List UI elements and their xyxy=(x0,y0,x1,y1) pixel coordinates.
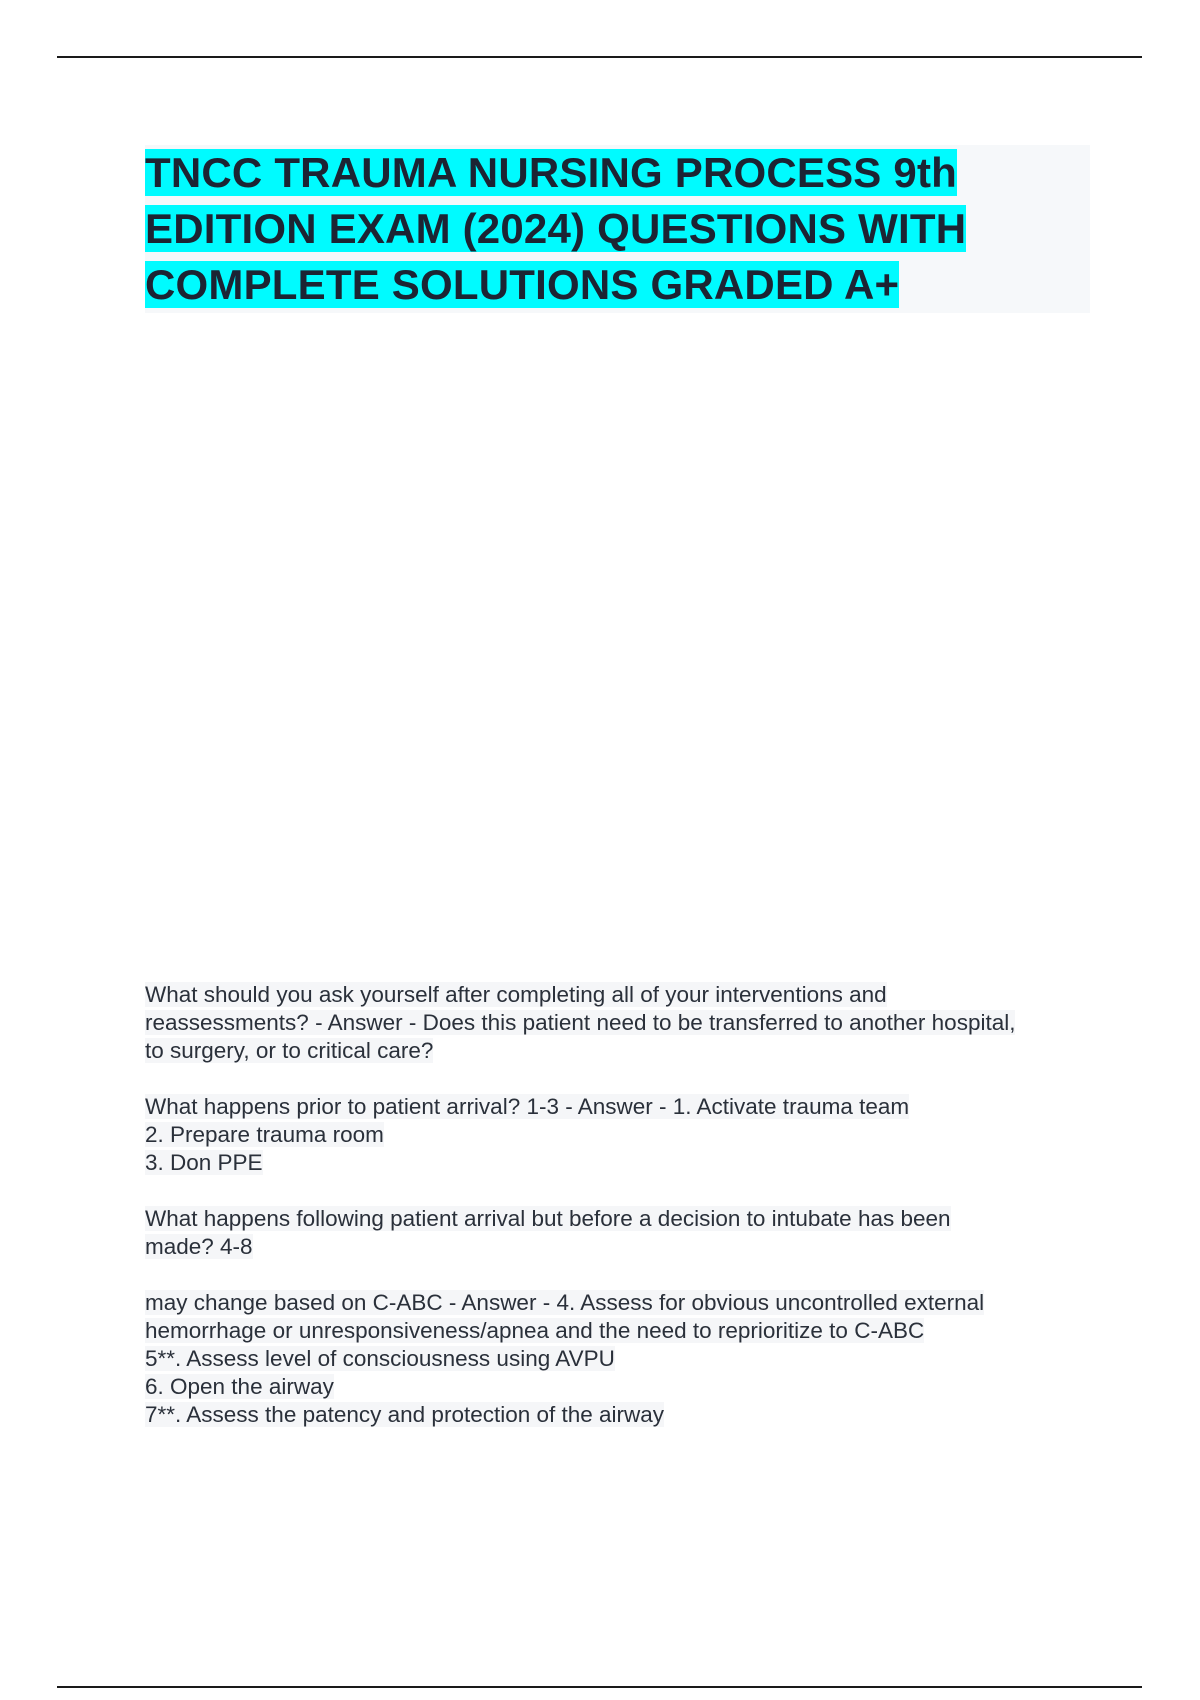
title-line: TNCC TRAUMA NURSING PROCESS 9th xyxy=(145,149,957,196)
title-line: COMPLETE SOLUTIONS GRADED A+ xyxy=(145,261,900,308)
qa-block xyxy=(145,981,1090,1065)
title-block xyxy=(145,145,1090,313)
qa-line: may change based on C-ABC - Answer - 4. Assess for obvious uncontrolled external xyxy=(145,1290,985,1315)
qa-line: to surgery, or to critical care? xyxy=(145,1038,434,1063)
qa-block xyxy=(145,1289,1090,1429)
qa-line: 6. Open the airway xyxy=(145,1374,334,1399)
document-title xyxy=(145,145,1090,313)
qa-block xyxy=(145,1093,1090,1177)
qa-block xyxy=(145,1205,1090,1261)
qa-line: reassessments? - Answer - Does this patient need to be transferred to another hospital, xyxy=(145,1010,1016,1035)
qa-line: 5**. Assess level of consciousness using AVPU xyxy=(145,1346,615,1371)
qa-line: 7**. Assess the patency and protection of the airway xyxy=(145,1402,665,1427)
qa-line: What happens following patient arrival but before a decision to intubate has been xyxy=(145,1206,951,1231)
qa-line: 3. Don PPE xyxy=(145,1150,263,1175)
bottom-rule xyxy=(57,1686,1142,1688)
qa-content xyxy=(145,981,1090,1457)
qa-line: hemorrhage or unresponsiveness/apnea and the need to reprioritize to C-ABC xyxy=(145,1318,925,1343)
qa-line: What should you ask yourself after completing all of your interventions and xyxy=(145,982,887,1007)
top-rule xyxy=(57,56,1142,58)
title-line: EDITION EXAM (2024) QUESTIONS WITH xyxy=(145,205,967,252)
qa-line: 2. Prepare trauma room xyxy=(145,1122,384,1147)
qa-line: What happens prior to patient arrival? 1-3 - Answer - 1. Activate trauma team xyxy=(145,1094,910,1119)
qa-line: made? 4-8 xyxy=(145,1234,253,1259)
